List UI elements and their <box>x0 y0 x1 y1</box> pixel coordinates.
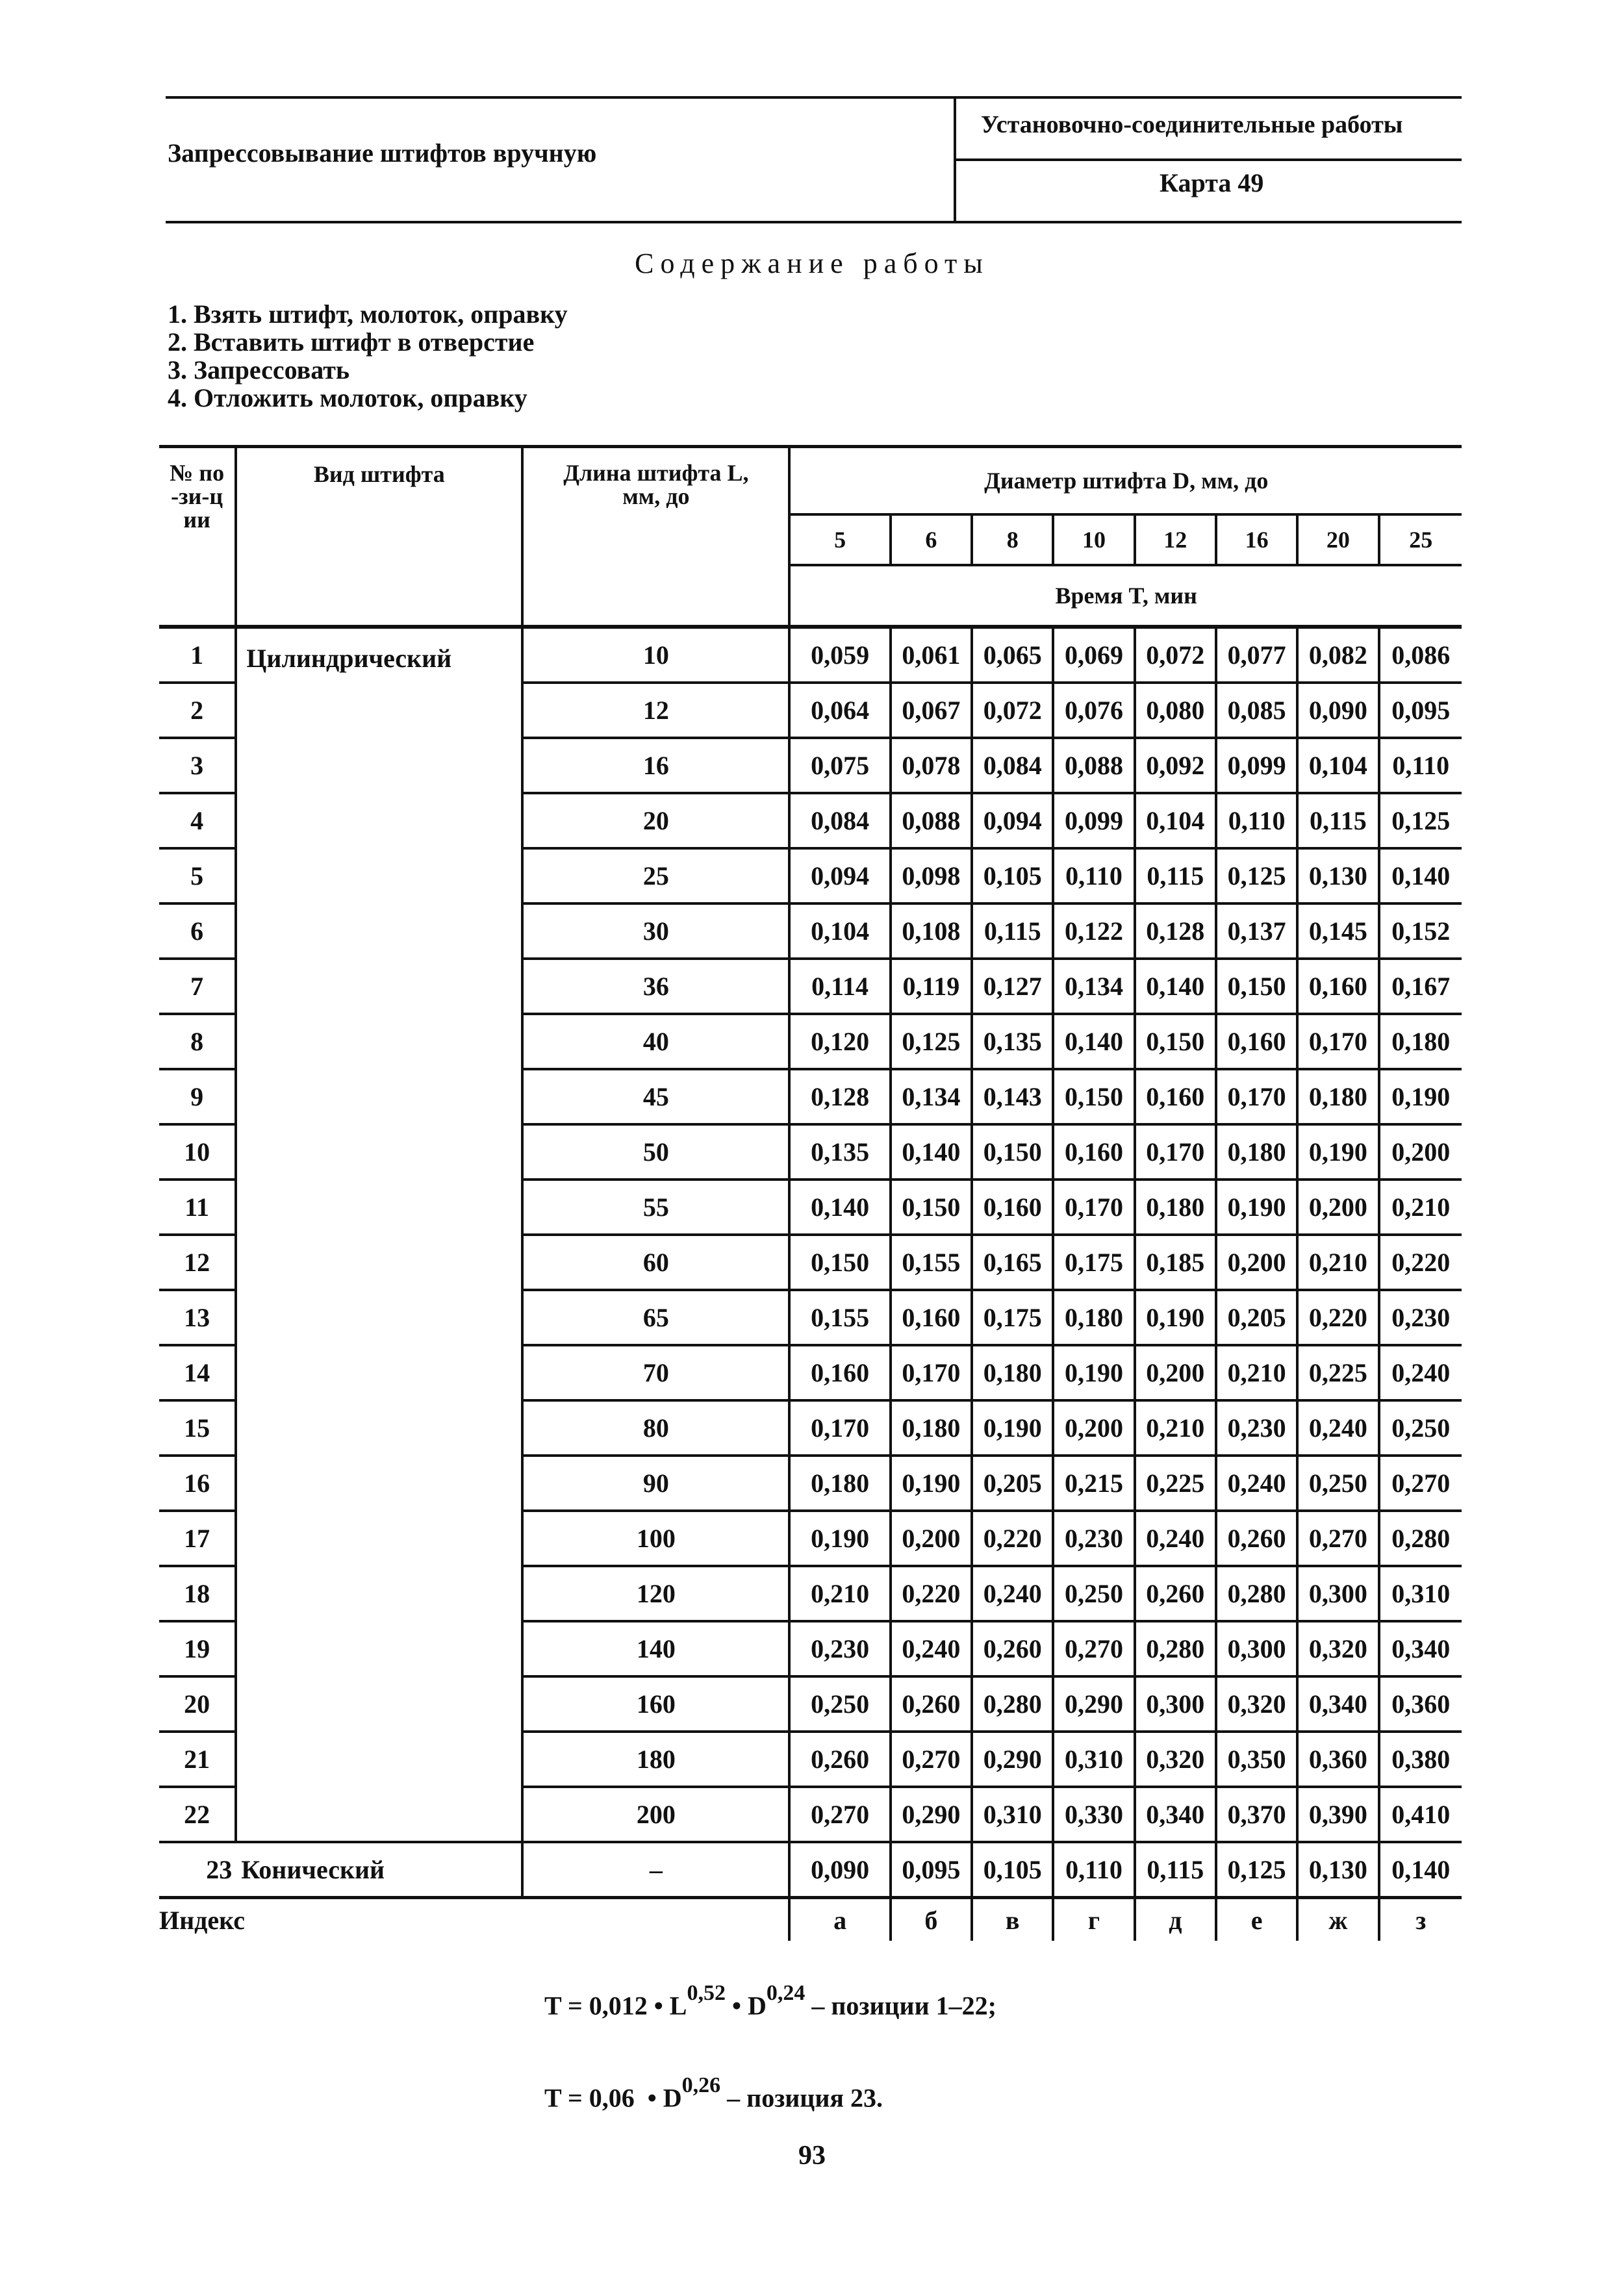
work-step: 4. Отложить молоток, оправку <box>168 383 527 412</box>
time-value-cell: 0,270 <box>1379 1456 1462 1511</box>
work-step: 3. Запрессовать <box>168 355 349 385</box>
length-cell: 55 <box>522 1180 789 1235</box>
position-cell: 16 <box>159 1456 236 1511</box>
time-value-cell: 0,105 <box>972 848 1053 903</box>
header-top-rule <box>166 96 1462 99</box>
section-title: Установочно-соединительные работы <box>981 111 1403 138</box>
time-value-cell: 0,280 <box>1135 1621 1216 1676</box>
formula-1-prefix: T = 0,012 • L <box>544 1991 687 2021</box>
time-value-cell: 0,310 <box>972 1787 1053 1842</box>
time-value-cell: 0,180 <box>1053 1290 1134 1345</box>
position-cell: 2 <box>159 683 236 738</box>
time-value-cell: 0,160 <box>891 1290 972 1345</box>
time-value-cell: 0,127 <box>972 959 1053 1014</box>
time-value-cell: 0,150 <box>1053 1069 1134 1124</box>
time-value-cell: 0,320 <box>1297 1621 1378 1676</box>
card-title: Запрессовывание штифтов вручную <box>168 138 597 168</box>
table-row <box>159 1842 1462 1898</box>
position-cell: 12 <box>159 1235 236 1290</box>
time-value-cell: 0,170 <box>1053 1180 1134 1235</box>
time-value-cell: 0,170 <box>1216 1069 1297 1124</box>
time-value-cell: 0,180 <box>1297 1069 1378 1124</box>
position-cell: 8 <box>159 1014 236 1069</box>
time-value-cell: 0,250 <box>789 1676 890 1732</box>
time-value-cell: 0,340 <box>1297 1676 1378 1732</box>
time-value-cell: 0,200 <box>891 1511 972 1566</box>
col-header-position-text: № по-зи-ции <box>170 460 225 533</box>
table-body <box>159 627 1462 1941</box>
time-value-cell: 0,120 <box>789 1014 890 1069</box>
time-value-cell: 0,270 <box>1053 1621 1134 1676</box>
time-value-cell: 0,190 <box>891 1456 972 1511</box>
length-cell: 12 <box>522 683 789 738</box>
time-value-cell: 0,205 <box>1216 1290 1297 1345</box>
position-cell: 19 <box>159 1621 236 1676</box>
time-value-cell: 0,220 <box>1297 1290 1378 1345</box>
time-value-cell: 0,270 <box>891 1732 972 1787</box>
time-value-cell: 0,160 <box>1135 1069 1216 1124</box>
time-value-cell: 0,180 <box>972 1345 1053 1400</box>
time-value-cell: 0,125 <box>891 1014 972 1069</box>
time-value-cell: 0,230 <box>1379 1290 1462 1345</box>
time-value-cell: 0,115 <box>1135 1842 1216 1898</box>
formula-positions-1-22 <box>544 1981 996 2021</box>
time-value-cell: 0,134 <box>891 1069 972 1124</box>
formula-1-exp-l: 0,52 <box>687 1981 726 2005</box>
time-value-cell: 0,320 <box>1216 1676 1297 1732</box>
length-cell: 16 <box>522 738 789 793</box>
time-value-cell: 0,240 <box>1379 1345 1462 1400</box>
time-value-cell: 0,125 <box>1216 848 1297 903</box>
time-value-cell: 0,150 <box>1216 959 1297 1014</box>
card-number: Карта 49 <box>1160 168 1264 197</box>
time-value-cell: 0,134 <box>1053 959 1134 1014</box>
time-value-cell: 0,160 <box>789 1345 890 1400</box>
time-value-cell: 0,205 <box>972 1456 1053 1511</box>
time-value-cell: 0,360 <box>1297 1732 1378 1787</box>
time-value-cell: 0,140 <box>1379 848 1462 903</box>
time-value-cell: 0,080 <box>1135 683 1216 738</box>
time-value-cell: 0,082 <box>1297 627 1378 683</box>
time-value-cell: 0,220 <box>891 1566 972 1621</box>
time-value-cell: 0,190 <box>1216 1180 1297 1235</box>
time-value-cell: 0,130 <box>1297 848 1378 903</box>
time-value-cell: 0,215 <box>1053 1456 1134 1511</box>
time-value-cell: 0,099 <box>1053 793 1134 848</box>
time-value-cell: 0,072 <box>972 683 1053 738</box>
time-value-cell: 0,200 <box>1216 1235 1297 1290</box>
time-value-cell: 0,210 <box>1135 1400 1216 1456</box>
length-cell: 200 <box>522 1787 789 1842</box>
time-value-cell: 0,094 <box>789 848 890 903</box>
length-cell: 10 <box>522 627 789 683</box>
header-bottom-rule <box>166 221 1462 223</box>
time-value-cell: 0,125 <box>1216 1842 1297 1898</box>
time-value-cell: 0,150 <box>789 1235 890 1290</box>
time-value-cell: 0,300 <box>1135 1676 1216 1732</box>
time-value-cell: 0,152 <box>1379 903 1462 959</box>
position-cell: 4 <box>159 793 236 848</box>
time-value-cell: 0,180 <box>891 1400 972 1456</box>
time-value-cell: 0,090 <box>1297 683 1378 738</box>
formula-2-exp-d: 0,26 <box>681 2073 721 2097</box>
col-header-diameter: Диаметр штифта D, мм, до <box>789 447 1462 515</box>
index-letter-cell: а <box>789 1898 890 1941</box>
formula-position-23 <box>544 2073 883 2113</box>
formula-1-suffix: – позиции 1–22; <box>805 1991 996 2021</box>
time-value-cell: 0,075 <box>789 738 890 793</box>
time-norms-table <box>159 445 1462 1941</box>
time-value-cell: 0,410 <box>1379 1787 1462 1842</box>
length-cell: 50 <box>522 1124 789 1180</box>
length-cell: – <box>522 1842 789 1898</box>
time-value-cell: 0,160 <box>972 1180 1053 1235</box>
time-value-cell: 0,088 <box>1053 738 1134 793</box>
time-value-cell: 0,119 <box>891 959 972 1014</box>
position-cell: 20 <box>159 1676 236 1732</box>
col-header-length <box>522 447 789 627</box>
diameter-header-cell: 8 <box>972 514 1053 565</box>
index-letter-cell: в <box>972 1898 1053 1941</box>
position-cell: 9 <box>159 1069 236 1124</box>
time-value-cell: 0,280 <box>1379 1511 1462 1566</box>
time-value-cell: 0,137 <box>1216 903 1297 959</box>
time-value-cell: 0,135 <box>789 1124 890 1180</box>
work-step: 2. Вставить штифт в отверстие <box>168 327 535 357</box>
position-cell: 7 <box>159 959 236 1014</box>
time-value-cell: 0,200 <box>1379 1124 1462 1180</box>
length-cell: 140 <box>522 1621 789 1676</box>
time-value-cell: 0,150 <box>972 1124 1053 1180</box>
time-value-cell: 0,084 <box>789 793 890 848</box>
time-value-cell: 0,170 <box>1297 1014 1378 1069</box>
time-value-cell: 0,128 <box>1135 903 1216 959</box>
time-value-cell: 0,390 <box>1297 1787 1378 1842</box>
time-value-cell: 0,165 <box>972 1235 1053 1290</box>
time-value-cell: 0,095 <box>891 1842 972 1898</box>
time-value-cell: 0,110 <box>1053 1842 1134 1898</box>
length-cell: 60 <box>522 1235 789 1290</box>
time-value-cell: 0,065 <box>972 627 1053 683</box>
time-value-cell: 0,077 <box>1216 627 1297 683</box>
header-mid-rule <box>955 158 1462 161</box>
time-value-cell: 0,320 <box>1135 1732 1216 1787</box>
time-value-cell: 0,290 <box>1053 1676 1134 1732</box>
work-step: 1. Взять штифт, молоток, оправку <box>168 299 568 329</box>
time-value-cell: 0,150 <box>1135 1014 1216 1069</box>
time-value-cell: 0,250 <box>1297 1456 1378 1511</box>
time-value-cell: 0,200 <box>1297 1180 1378 1235</box>
time-value-cell: 0,300 <box>1297 1566 1378 1621</box>
position-cell: 17 <box>159 1511 236 1566</box>
time-value-cell: 0,200 <box>1053 1400 1134 1456</box>
time-value-cell: 0,088 <box>891 793 972 848</box>
time-value-cell: 0,370 <box>1216 1787 1297 1842</box>
time-value-cell: 0,230 <box>1053 1511 1134 1566</box>
time-value-cell: 0,200 <box>1135 1345 1216 1400</box>
time-value-cell: 0,084 <box>972 738 1053 793</box>
position-cell: 1 <box>159 627 236 683</box>
index-label: Индекс <box>159 1898 789 1941</box>
time-value-cell: 0,061 <box>891 627 972 683</box>
length-cell: 90 <box>522 1456 789 1511</box>
time-value-cell: 0,260 <box>1216 1511 1297 1566</box>
kind-cell-conical: Конический <box>236 1842 522 1898</box>
time-value-cell: 0,090 <box>789 1842 890 1898</box>
time-value-cell: 0,098 <box>891 848 972 903</box>
time-value-cell: 0,175 <box>972 1290 1053 1345</box>
time-value-cell: 0,059 <box>789 627 890 683</box>
time-value-cell: 0,350 <box>1216 1732 1297 1787</box>
time-value-cell: 0,064 <box>789 683 890 738</box>
time-value-cell: 0,115 <box>972 903 1053 959</box>
index-letter-cell: г <box>1053 1898 1134 1941</box>
time-value-cell: 0,225 <box>1135 1456 1216 1511</box>
time-value-cell: 0,125 <box>1379 793 1462 848</box>
time-value-cell: 0,190 <box>1053 1345 1134 1400</box>
time-value-cell: 0,130 <box>1297 1842 1378 1898</box>
time-value-cell: 0,155 <box>789 1290 890 1345</box>
time-value-cell: 0,175 <box>1053 1235 1134 1290</box>
formula-1-mid: • D <box>725 1991 767 2021</box>
time-value-cell: 0,160 <box>1216 1014 1297 1069</box>
position-cell: 14 <box>159 1345 236 1400</box>
time-value-cell: 0,240 <box>1216 1456 1297 1511</box>
index-letter-cell: ж <box>1297 1898 1378 1941</box>
time-value-cell: 0,210 <box>789 1566 890 1621</box>
time-value-cell: 0,210 <box>1297 1235 1378 1290</box>
position-cell: 15 <box>159 1400 236 1456</box>
time-value-cell: 0,167 <box>1379 959 1462 1014</box>
kind-cell-cylindrical: Цилиндрический <box>236 627 522 1842</box>
time-value-cell: 0,104 <box>1135 793 1216 848</box>
time-value-cell: 0,290 <box>891 1787 972 1842</box>
position-cell: 10 <box>159 1124 236 1180</box>
formula-2-suffix: – позиция 23. <box>720 2083 883 2113</box>
time-value-cell: 0,086 <box>1379 627 1462 683</box>
time-value-cell: 0,240 <box>891 1621 972 1676</box>
time-value-cell: 0,155 <box>891 1235 972 1290</box>
position-cell: 11 <box>159 1180 236 1235</box>
length-cell: 36 <box>522 959 789 1014</box>
length-cell: 30 <box>522 903 789 959</box>
time-value-cell: 0,140 <box>1135 959 1216 1014</box>
time-value-cell: 0,085 <box>1216 683 1297 738</box>
position-cell: 21 <box>159 1732 236 1787</box>
length-cell: 100 <box>522 1511 789 1566</box>
length-cell: 45 <box>522 1069 789 1124</box>
col-header-position <box>159 447 236 627</box>
time-value-cell: 0,270 <box>1297 1511 1378 1566</box>
time-value-cell: 0,180 <box>1379 1014 1462 1069</box>
diameter-header-cell: 5 <box>789 514 890 565</box>
time-value-cell: 0,108 <box>891 903 972 959</box>
time-value-cell: 0,260 <box>972 1621 1053 1676</box>
time-value-cell: 0,170 <box>789 1400 890 1456</box>
length-cell: 65 <box>522 1290 789 1345</box>
time-value-cell: 0,380 <box>1379 1732 1462 1787</box>
time-value-cell: 0,145 <box>1297 903 1378 959</box>
position-cell: 3 <box>159 738 236 793</box>
time-value-cell: 0,104 <box>1297 738 1378 793</box>
length-cell: 40 <box>522 1014 789 1069</box>
position-cell: 22 <box>159 1787 236 1842</box>
time-value-cell: 0,240 <box>972 1566 1053 1621</box>
time-value-cell: 0,160 <box>1053 1124 1134 1180</box>
time-value-cell: 0,115 <box>1135 848 1216 903</box>
time-value-cell: 0,140 <box>891 1124 972 1180</box>
time-value-cell: 0,270 <box>789 1787 890 1842</box>
time-value-cell: 0,190 <box>1379 1069 1462 1124</box>
time-value-cell: 0,104 <box>789 903 890 959</box>
time-value-cell: 0,190 <box>972 1400 1053 1456</box>
diameter-header-cell: 16 <box>1216 514 1297 565</box>
time-value-cell: 0,250 <box>1379 1400 1462 1456</box>
time-value-cell: 0,180 <box>1216 1124 1297 1180</box>
length-cell: 180 <box>522 1732 789 1787</box>
time-value-cell: 0,240 <box>1297 1400 1378 1456</box>
col-header-length-line2: мм, до <box>622 483 690 509</box>
index-letter-cell: д <box>1135 1898 1216 1941</box>
time-value-cell: 0,310 <box>1379 1566 1462 1621</box>
time-value-cell: 0,360 <box>1379 1676 1462 1732</box>
time-value-cell: 0,072 <box>1135 627 1216 683</box>
time-value-cell: 0,340 <box>1135 1787 1216 1842</box>
time-value-cell: 0,114 <box>789 959 890 1014</box>
header-divider <box>954 96 956 223</box>
length-cell: 70 <box>522 1345 789 1400</box>
page-number: 93 <box>798 2141 826 2171</box>
time-value-cell: 0,076 <box>1053 683 1134 738</box>
length-cell: 120 <box>522 1566 789 1621</box>
time-value-cell: 0,220 <box>972 1511 1053 1566</box>
col-header-length-line1: Длина штифта L, <box>563 460 749 486</box>
formula-1-exp-d: 0,24 <box>766 1981 806 2005</box>
index-letter-cell: з <box>1379 1898 1462 1941</box>
time-value-cell: 0,185 <box>1135 1235 1216 1290</box>
col-header-kind: Вид штифта <box>236 447 522 627</box>
work-steps-list <box>168 300 568 412</box>
time-value-cell: 0,210 <box>1379 1180 1462 1235</box>
position-cell: 6 <box>159 903 236 959</box>
time-value-cell: 0,260 <box>789 1732 890 1787</box>
time-value-cell: 0,190 <box>1297 1124 1378 1180</box>
time-value-cell: 0,067 <box>891 683 972 738</box>
time-value-cell: 0,260 <box>1135 1566 1216 1621</box>
time-value-cell: 0,140 <box>1053 1014 1134 1069</box>
time-value-cell: 0,110 <box>1216 793 1297 848</box>
index-row <box>159 1898 1462 1941</box>
time-value-cell: 0,230 <box>1216 1400 1297 1456</box>
time-value-cell: 0,160 <box>1297 959 1378 1014</box>
time-value-cell: 0,092 <box>1135 738 1216 793</box>
time-value-cell: 0,220 <box>1379 1235 1462 1290</box>
time-value-cell: 0,069 <box>1053 627 1134 683</box>
index-letter-cell: б <box>891 1898 972 1941</box>
length-cell: 80 <box>522 1400 789 1456</box>
time-value-cell: 0,180 <box>789 1456 890 1511</box>
time-value-cell: 0,290 <box>972 1732 1053 1787</box>
time-value-cell: 0,128 <box>789 1069 890 1124</box>
time-value-cell: 0,150 <box>891 1180 972 1235</box>
time-value-cell: 0,110 <box>1053 848 1134 903</box>
position-cell: 18 <box>159 1566 236 1621</box>
time-value-cell: 0,240 <box>1135 1511 1216 1566</box>
formula-2-prefix: T = 0,06 • D <box>544 2083 682 2113</box>
position-cell: 5 <box>159 848 236 903</box>
time-value-cell: 0,280 <box>972 1676 1053 1732</box>
length-cell: 25 <box>522 848 789 903</box>
time-value-cell: 0,143 <box>972 1069 1053 1124</box>
position-cell: 23 <box>159 1842 236 1898</box>
diameter-header-cell: 20 <box>1297 514 1378 565</box>
time-value-cell: 0,180 <box>1135 1180 1216 1235</box>
diameter-header-cell: 6 <box>891 514 972 565</box>
diameter-header-cell: 10 <box>1053 514 1134 565</box>
time-value-cell: 0,110 <box>1379 738 1462 793</box>
length-cell: 20 <box>522 793 789 848</box>
time-value-cell: 0,095 <box>1379 683 1462 738</box>
time-value-cell: 0,135 <box>972 1014 1053 1069</box>
time-value-cell: 0,170 <box>891 1345 972 1400</box>
length-cell: 160 <box>522 1676 789 1732</box>
table-row <box>159 627 1462 683</box>
time-value-cell: 0,260 <box>891 1676 972 1732</box>
time-value-cell: 0,170 <box>1135 1124 1216 1180</box>
time-value-cell: 0,140 <box>789 1180 890 1235</box>
time-value-cell: 0,105 <box>972 1842 1053 1898</box>
time-value-cell: 0,190 <box>789 1511 890 1566</box>
time-value-cell: 0,330 <box>1053 1787 1134 1842</box>
time-label: Время T, мин <box>789 565 1462 627</box>
time-value-cell: 0,140 <box>1379 1842 1462 1898</box>
time-value-cell: 0,078 <box>891 738 972 793</box>
time-value-cell: 0,094 <box>972 793 1053 848</box>
time-value-cell: 0,280 <box>1216 1566 1297 1621</box>
diameter-header-cell: 25 <box>1379 514 1462 565</box>
time-value-cell: 0,225 <box>1297 1345 1378 1400</box>
diameter-header-cell: 12 <box>1135 514 1216 565</box>
time-value-cell: 0,250 <box>1053 1566 1134 1621</box>
time-value-cell: 0,300 <box>1216 1621 1297 1676</box>
time-value-cell: 0,115 <box>1297 793 1378 848</box>
time-value-cell: 0,190 <box>1135 1290 1216 1345</box>
position-cell: 13 <box>159 1290 236 1345</box>
time-value-cell: 0,310 <box>1053 1732 1134 1787</box>
time-value-cell: 0,122 <box>1053 903 1134 959</box>
index-letter-cell: е <box>1216 1898 1297 1941</box>
work-content-title: Содержание работы <box>635 247 989 279</box>
time-value-cell: 0,340 <box>1379 1621 1462 1676</box>
time-value-cell: 0,099 <box>1216 738 1297 793</box>
time-value-cell: 0,210 <box>1216 1345 1297 1400</box>
time-value-cell: 0,230 <box>789 1621 890 1676</box>
